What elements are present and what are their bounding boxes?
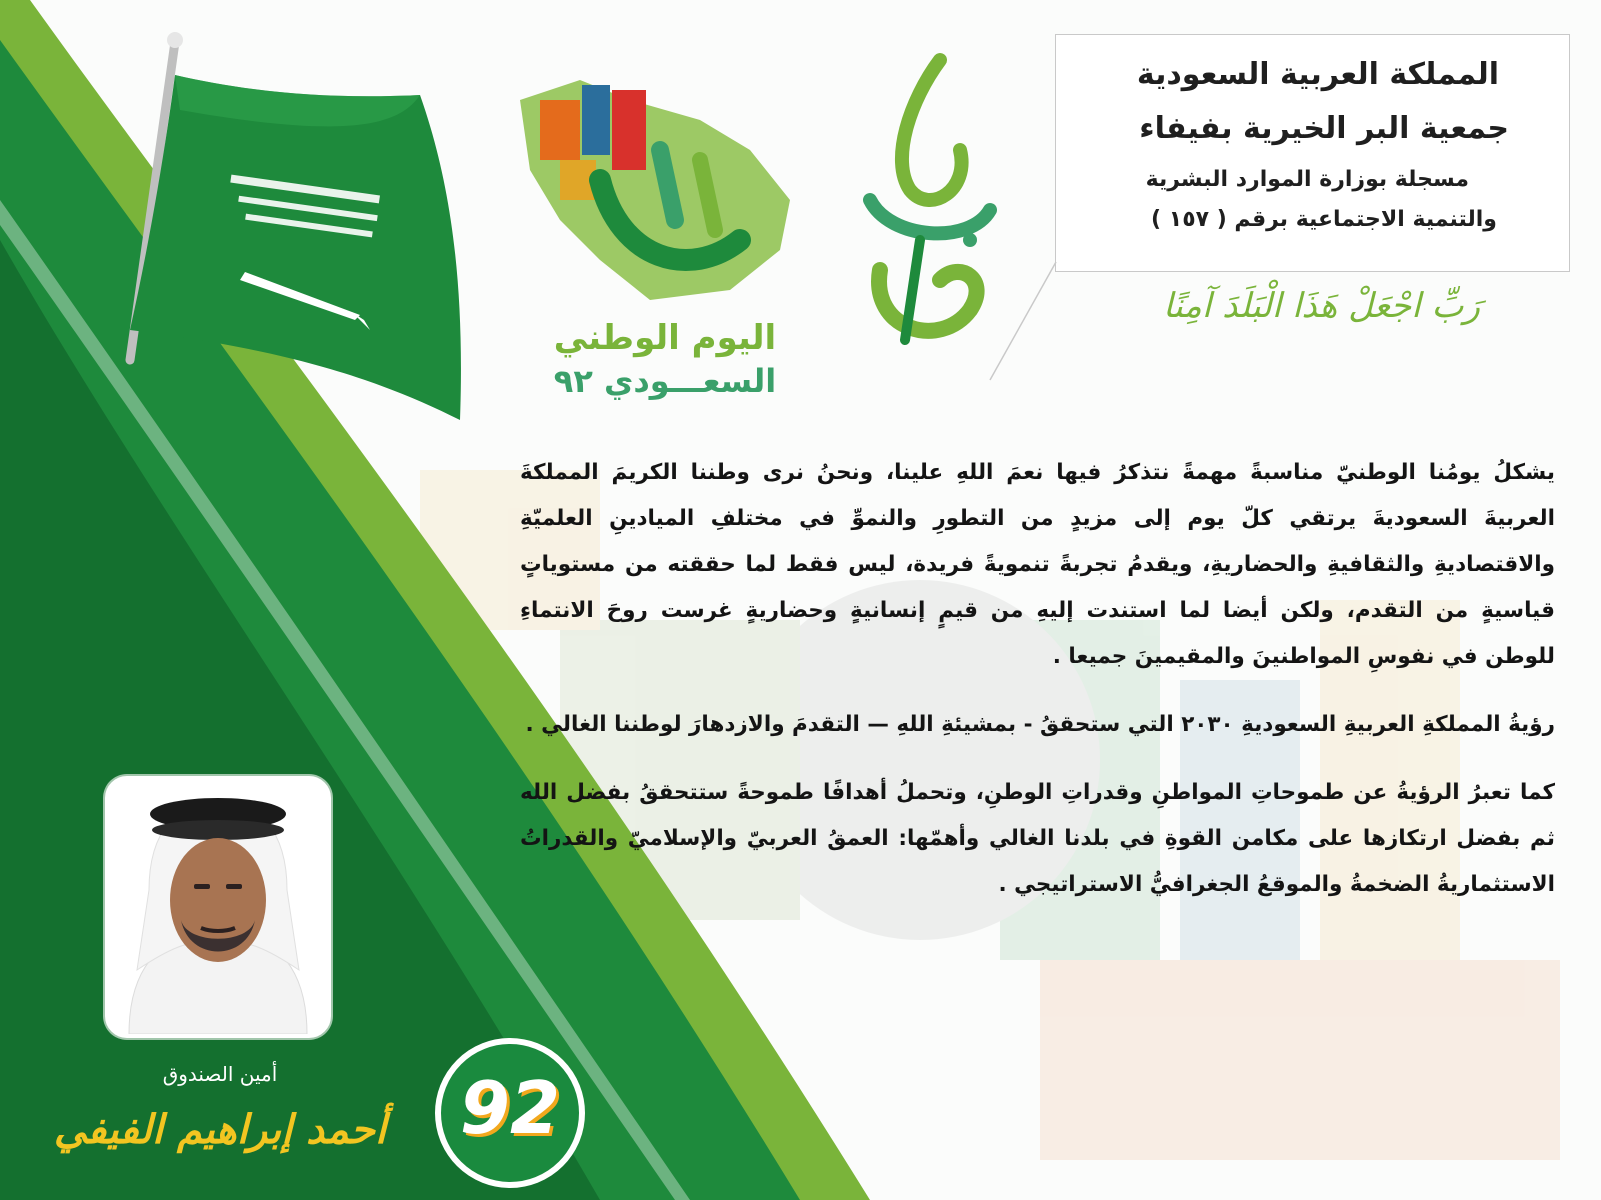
anniversary-number: 92 — [459, 1066, 561, 1150]
anniversary-badge — [435, 1038, 585, 1188]
saudi-map-logo-icon — [500, 60, 820, 310]
verse-text: رَبِّ اجْعَلْ هَذَا الْبَلَدَ آمِنًا — [1163, 286, 1480, 326]
registration-line-1: مسجلة بوزارة الموارد البشرية — [1145, 167, 1469, 192]
person-name: أحمد إبراهيم الفيفي — [53, 1106, 387, 1153]
header-pointer-line — [980, 260, 1080, 390]
saudi-flag-icon — [120, 30, 490, 450]
country-name: المملكة العربية السعودية — [1136, 57, 1499, 92]
article-body — [520, 450, 1555, 930]
paragraph: رؤيةُ المملكةِ العربيةِ السعوديةِ ٢٠٣٠ التي ستحققُ - بمشيئةِ اللهِ — التقدمَ والازدهارَ لوطننا الغالي . — [525, 712, 1555, 737]
portrait-photo — [105, 776, 331, 1038]
charity-name: جمعية البر الخيرية بفيفاء — [1139, 111, 1509, 146]
organization-header — [1055, 34, 1570, 272]
paragraph: كما تعبرُ الرؤيةُ عن طموحاتِ المواطنِ وقدراتِ الوطنِ، وتحملُ أهدافًا طموحةً ستتحققُ بفضل الله ثم بفضل ارتكازها على مكامن القوةِ في بلدنا الغالي وأهمّها: العمقُ العربيّ والإسلاميّ والقدراتُ الاستثماريةُ الضخمةُ والموقعُ الجغرافيُّ الاستراتيجي . — [520, 780, 1555, 897]
verse-calligraphy — [1140, 276, 1480, 346]
national-day-logo — [500, 60, 820, 420]
registration-line-2: والتنمية الاجتماعية برقم ( ١٥٧ ) — [1151, 207, 1497, 232]
national-day-subtitle: السعـــودي ٩٢ — [553, 362, 777, 400]
paragraph: يشكلُ يومُنا الوطنيّ مناسبةً مهمةً نتذكرُ فيها نعمَ اللهِ علينا، ونحنُ نرى وطننا الكريمَ المملكةَ العربيةَ السعوديةَ يرتقي كلّ يوم إلى مزيدٍ من التطورِ والنموِّ في مختلفِ الميادينِ العلميّةِ والاقتصاديةِ والثقافيةِ والحضاريةِ، ويقدمُ تجربةً تنمويةً فريدة، ليس فقط لما حققته من مستوياتٍ قياسيةٍ من التقدم، ولكن أيضا لما استندت إليهِ من قيمٍ إنسانيةٍ وحضاريةٍ غرست روحَ الانتماءِ للوطن في نفوسِ المواطنينَ والمقيمينَ جميعا . — [520, 460, 1555, 669]
national-day-title: اليوم الوطني — [553, 318, 777, 358]
person-avatar-icon — [109, 780, 327, 1034]
person-role: أمين الصندوق — [162, 1062, 278, 1086]
